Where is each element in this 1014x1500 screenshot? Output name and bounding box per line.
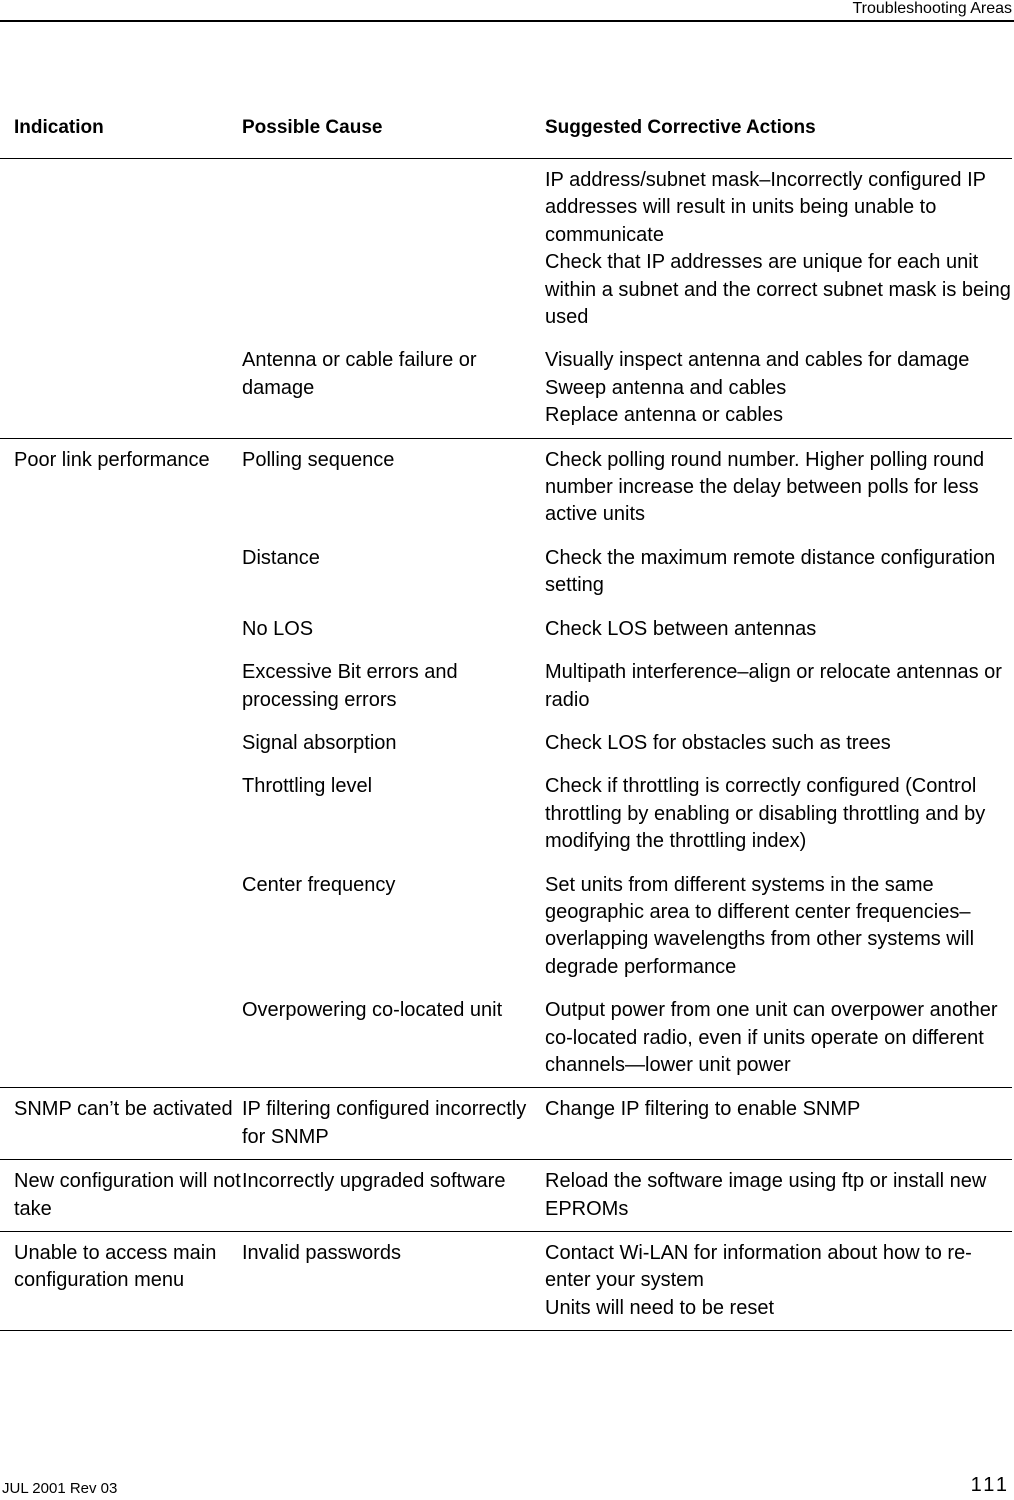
corrective-actions-cell xyxy=(545,616,1012,643)
table-row xyxy=(0,447,1012,529)
possible-cause-cell: Distance xyxy=(242,546,320,569)
indication-cell xyxy=(0,545,242,600)
indication-cell xyxy=(0,730,242,757)
table-row xyxy=(0,1240,1012,1322)
indication-cell xyxy=(0,659,242,714)
indication-cell xyxy=(0,616,242,643)
corrective-actions-cell xyxy=(545,659,1012,714)
indication-cell: Unable to access main configuration menu xyxy=(14,1242,217,1292)
possible-cause-cell: Center frequency xyxy=(242,873,396,896)
possible-cause-cell: Polling sequence xyxy=(242,448,395,471)
indication-cell xyxy=(0,997,242,1079)
corrective-actions-cell xyxy=(545,730,1012,757)
page-number: 111 xyxy=(970,1474,1010,1496)
table-group xyxy=(0,1160,1012,1232)
corrective-action-line: Check the maximum remote distance configuration setting xyxy=(545,546,996,597)
indication-cell xyxy=(0,773,242,855)
corrective-action-line: Sweep antenna and cables xyxy=(545,376,787,399)
corrective-action-line: Check polling round number. Higher polling round number increase the delay between polls for less active units xyxy=(545,448,985,526)
table-body xyxy=(0,159,1012,1331)
corrective-actions-cell xyxy=(545,347,1012,429)
indication-cell xyxy=(0,167,242,331)
table-row xyxy=(0,347,1012,429)
table-row xyxy=(0,1168,1012,1223)
table-row xyxy=(0,616,1012,643)
table-row xyxy=(0,659,1012,714)
corrective-actions-cell xyxy=(545,447,1012,529)
indication-cell xyxy=(0,872,242,982)
corrective-action-line: Units will need to be reset xyxy=(545,1296,775,1319)
troubleshooting-table xyxy=(0,108,1012,1331)
corrective-actions-cell xyxy=(545,1240,1012,1322)
table-row xyxy=(0,872,1012,982)
possible-cause-cell: Excessive Bit errors and processing errors xyxy=(242,661,458,711)
running-header-title: Troubleshooting Areas xyxy=(852,0,1012,17)
column-header-possible-cause: Possible Cause xyxy=(242,117,383,138)
indication-cell: Poor link performance xyxy=(14,448,210,471)
indication-cell xyxy=(0,347,242,429)
table-row xyxy=(0,167,1012,331)
table-row xyxy=(0,773,1012,855)
possible-cause-cell: Throttling level xyxy=(242,775,373,798)
corrective-actions-cell xyxy=(545,545,1012,600)
table-group xyxy=(0,1232,1012,1331)
possible-cause-cell: Invalid passwords xyxy=(242,1242,401,1264)
corrective-actions-cell xyxy=(545,1168,1012,1223)
column-header-indication: Indication xyxy=(14,117,104,138)
possible-cause-cell: IP filtering configured incorrectly for SNMP xyxy=(242,1098,527,1148)
indication-cell: SNMP can’t be activated xyxy=(14,1098,233,1121)
corrective-action-line: Set units from different systems in the same geographic area to different center frequencies–overlapping wavelengths from other systems will degrade performance xyxy=(545,873,975,978)
table-group xyxy=(0,1088,1012,1160)
table-group xyxy=(0,439,1012,1089)
corrective-action-line: Check that IP addresses are unique for each unit within a subnet and the correct subnet mask is being used xyxy=(545,251,1011,329)
corrective-actions-cell xyxy=(545,773,1012,855)
possible-cause-cell: Incorrectly upgraded software xyxy=(242,1170,506,1193)
corrective-action-line: Contact Wi-LAN for information about how to re-enter your system xyxy=(545,1242,972,1292)
possible-cause-cell: No LOS xyxy=(242,617,314,640)
column-header-corrective-actions: Suggested Corrective Actions xyxy=(545,117,816,138)
corrective-action-line: Output power from one unit can overpower another co-located radio, even if units operate on different channels—lower unit power xyxy=(545,999,998,1076)
corrective-action-line: Multipath interference–align or relocate antennas or radio xyxy=(545,661,1002,711)
corrective-action-line: Check LOS for obstacles such as trees xyxy=(545,731,891,754)
corrective-actions-cell xyxy=(545,1096,1012,1151)
possible-cause-cell: Signal absorption xyxy=(242,731,397,754)
corrective-action-line: IP address/subnet mask–Incorrectly configured IP addresses will result in units being unable to communicate xyxy=(545,169,986,246)
table-row xyxy=(0,1096,1012,1151)
possible-cause-cell: Antenna or cable failure or damage xyxy=(242,349,477,399)
corrective-action-line: Check LOS between antennas xyxy=(545,617,817,640)
indication-cell: New configuration will not take xyxy=(14,1170,241,1220)
table-header-row xyxy=(0,108,1012,159)
table-row xyxy=(0,730,1012,757)
table-group xyxy=(0,159,1012,439)
corrective-action-line: Change IP filtering to enable SNMP xyxy=(545,1098,861,1121)
corrective-action-line: Replace antenna or cables xyxy=(545,404,783,427)
possible-cause-cell xyxy=(242,167,545,331)
table-row xyxy=(0,545,1012,600)
header-rule xyxy=(0,20,1014,22)
possible-cause-cell: Overpowering co-located unit xyxy=(242,999,503,1022)
corrective-action-line: Reload the software image using ftp or install new EPROMs xyxy=(545,1170,987,1220)
corrective-action-line: Visually inspect antenna and cables for damage xyxy=(545,349,970,372)
corrective-actions-cell xyxy=(545,997,1012,1079)
footer-date-revision: JUL 2001 Rev 03 xyxy=(2,1480,118,1497)
table-row xyxy=(0,997,1012,1079)
corrective-actions-cell xyxy=(545,872,1012,982)
corrective-action-line: Check if throttling is correctly configured (Control throttling by enabling or disabling throttling and by modifying the throttling index) xyxy=(545,775,986,853)
corrective-actions-cell xyxy=(545,167,1012,331)
